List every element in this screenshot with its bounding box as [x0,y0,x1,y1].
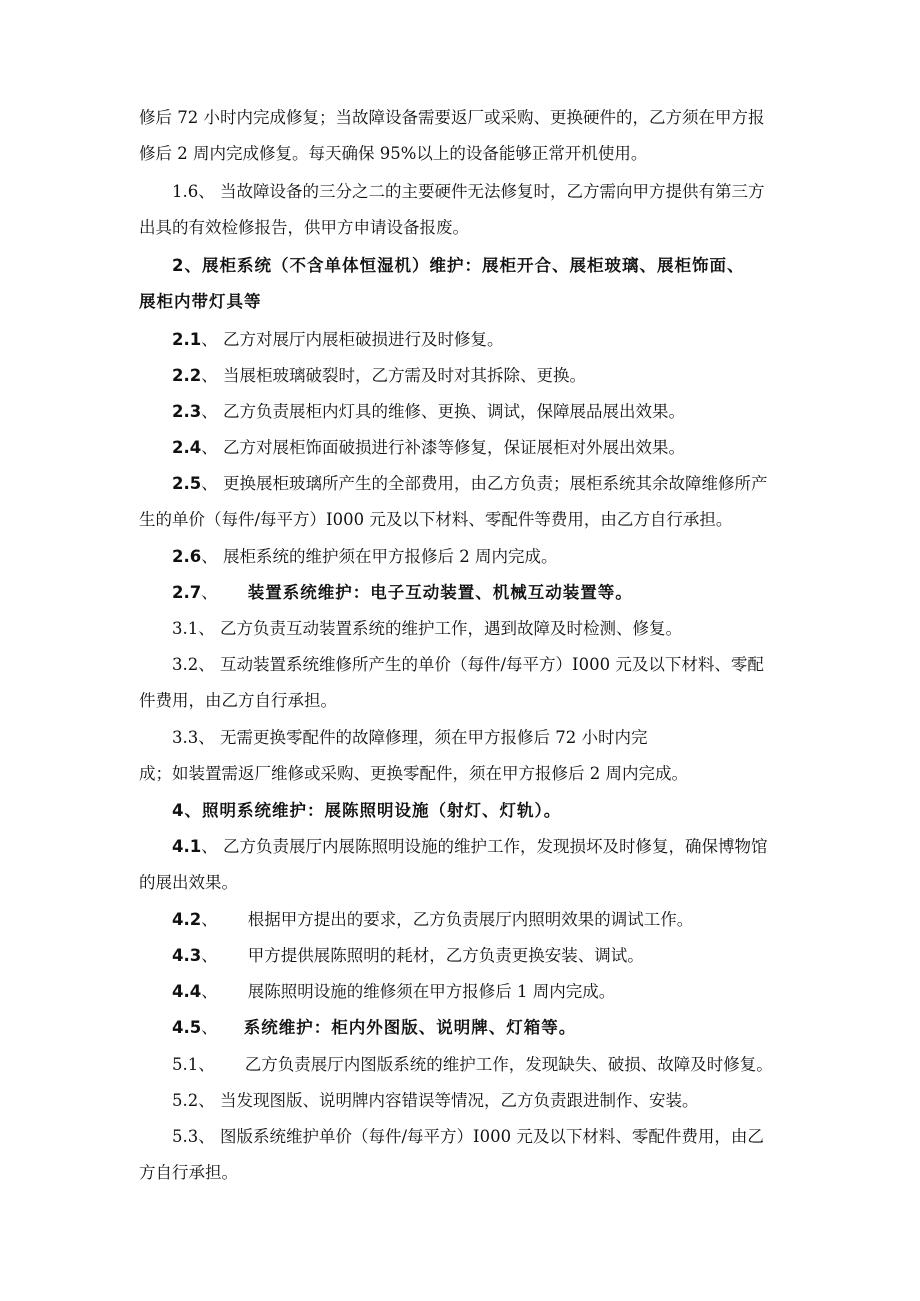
paragraph-line: 的展出效果。 [139,873,238,892]
clause-5-3 [172,1125,764,1149]
clause-2-3 [172,400,685,424]
clause-text: 、 更换展柜玻璃所产生的全部费用，由乙方负责；展柜系统其余故障维修所产 [201,474,768,493]
clause-text: 、 乙方对展柜饰面破损进行补漆等修复，保证展柜对外展出效果。 [201,438,685,457]
clause-heading-text: 系统维护：柜内外图版、说明牌、灯箱等。 [243,1018,577,1037]
section-number: 4 [172,801,185,820]
clause-1-6 [172,180,765,204]
clause-number: 5.1、 [172,1055,215,1074]
clause-number: 2.4 [172,438,202,457]
clause-number: 2.5 [172,474,202,493]
clause-number: 2.2 [172,366,202,385]
clause-2-7 [172,581,633,605]
clause-text: 展陈照明设施的维修须在甲方报修后 1 周内完成。 [247,982,616,1001]
clause-4-3 [172,944,644,968]
clause-number: 5.2、 [172,1091,215,1110]
clause-text: 当发现图版、说明牌内容错误等情况，乙方负责跟进制作、安装。 [220,1091,699,1110]
clause-number: 5.3、 [172,1127,215,1146]
clause-number: 4.1 [172,837,202,856]
clause-4-2 [172,908,693,932]
clause-separator: 、 [201,910,218,929]
clause-number: 2.6 [172,547,202,566]
clause-text: 、 展柜系统的维护须在甲方报修后 2 周内完成。 [201,547,558,566]
clause-number: 4.3 [172,946,202,965]
clause-text: 无需更换零配件的故障修理，须在甲方报修后 72 小时内完 [220,728,648,747]
paragraph-line: 生的单价（每件/每平方）I000 元及以下材料、零配件等费用，由乙方自行承担。 [139,510,733,529]
section-heading-4 [172,799,561,823]
clause-number: 3.2、 [172,655,215,674]
section-heading-continued: 展柜内带灯具等 [139,292,262,311]
clause-2-1 [172,328,503,352]
clause-number: 3.1、 [172,619,215,638]
clause-text: 乙方负责展厅内图版系统的维护工作，发现缺失、破损、故障及时修复。 [244,1055,773,1074]
section-number: 2 [172,256,185,275]
clause-text: 、 当展柜玻璃破裂时，乙方需及时对其拆除、更换。 [201,366,586,385]
clause-number: 3.3、 [172,728,215,747]
clause-3-2 [172,653,764,677]
clause-3-1 [172,617,682,641]
clause-4-5 [172,1016,576,1040]
clause-number: 2.7 [172,583,202,602]
clause-number: 4.4 [172,982,202,1001]
paragraph-line: 成；如装置需返厂维修或采购、更换零配件，须在甲方报修后 2 周内完成。 [139,764,688,783]
clause-text: 、 乙方负责展柜内灯具的维修、更换、调试，保障展品展出效果。 [201,402,685,421]
clause-number: 4.2 [172,910,202,929]
paragraph-line: 修后 2 周内完成修复。每天确保 95%以上的设备能够正常开机使用。 [139,144,648,163]
clause-2-5 [172,472,767,496]
clause-text: 互动装置系统维修所产生的单价（每件/每平方）I000 元及以下材料、零配 [220,655,764,674]
clause-number: 4.5 [172,1018,202,1037]
clause-text: 、 乙方负责展厅内展陈照明设施的维护工作，发现损坏及时修复，确保博物馆 [201,837,768,856]
clause-text: 乙方负责互动装置系统的维护工作，遇到故障及时检测、修复。 [220,619,682,638]
clause-heading-text: 装置系统维护：电子互动装置、机械互动装置等。 [247,583,633,602]
clause-separator: 、 [201,583,218,602]
clause-number: 2.3 [172,402,202,421]
clause-4-4 [172,980,615,1004]
clause-2-4 [172,436,685,460]
clause-text: 甲方提供展陈照明的耗材，乙方负责更换安装、调试。 [247,946,644,965]
paragraph-line: 修后 72 小时内完成修复；当故障设备需要返厂或采购、更换硬件的，乙方须在甲方报 [139,108,765,127]
section-heading-2 [172,254,744,278]
clause-text: 、 乙方对展厅内展柜破损进行及时修复。 [201,330,504,349]
clause-text: 当故障设备的三分之二的主要硬件无法修复时，乙方需向甲方提供有第三方 [220,182,765,201]
clause-2-2 [172,364,586,388]
paragraph-line: 方自行承担。 [139,1163,238,1182]
clause-separator: 、 [201,946,218,965]
clause-2-6 [172,545,557,569]
clause-text: 图版系统维护单价（每件/每平方）I000 元及以下材料、零配件费用，由乙 [220,1127,764,1146]
clause-4-1 [172,835,767,859]
clause-separator: 、 [201,982,218,1001]
clause-text: 根据甲方提出的要求，乙方负责展厅内照明效果的调试工作。 [247,910,694,929]
section-heading-text: 、展柜系统（不含单体恒湿机）维护：展柜开合、展柜玻璃、展柜饰面、 [184,256,745,275]
clause-5-1 [172,1053,773,1077]
paragraph-line: 出具的有效检修报告，供甲方申请设备报废。 [139,218,469,237]
clause-separator: 、 [201,1018,218,1037]
paragraph-line: 件费用，由乙方自行承担。 [139,691,337,710]
section-heading-text: 、照明系统维护：展陈照明设施（射灯、灯轨）。 [184,801,562,820]
clause-number: 1.6、 [172,182,215,201]
clause-5-2 [172,1089,699,1113]
clause-number: 2.1 [172,330,202,349]
clause-3-3 [172,726,648,750]
